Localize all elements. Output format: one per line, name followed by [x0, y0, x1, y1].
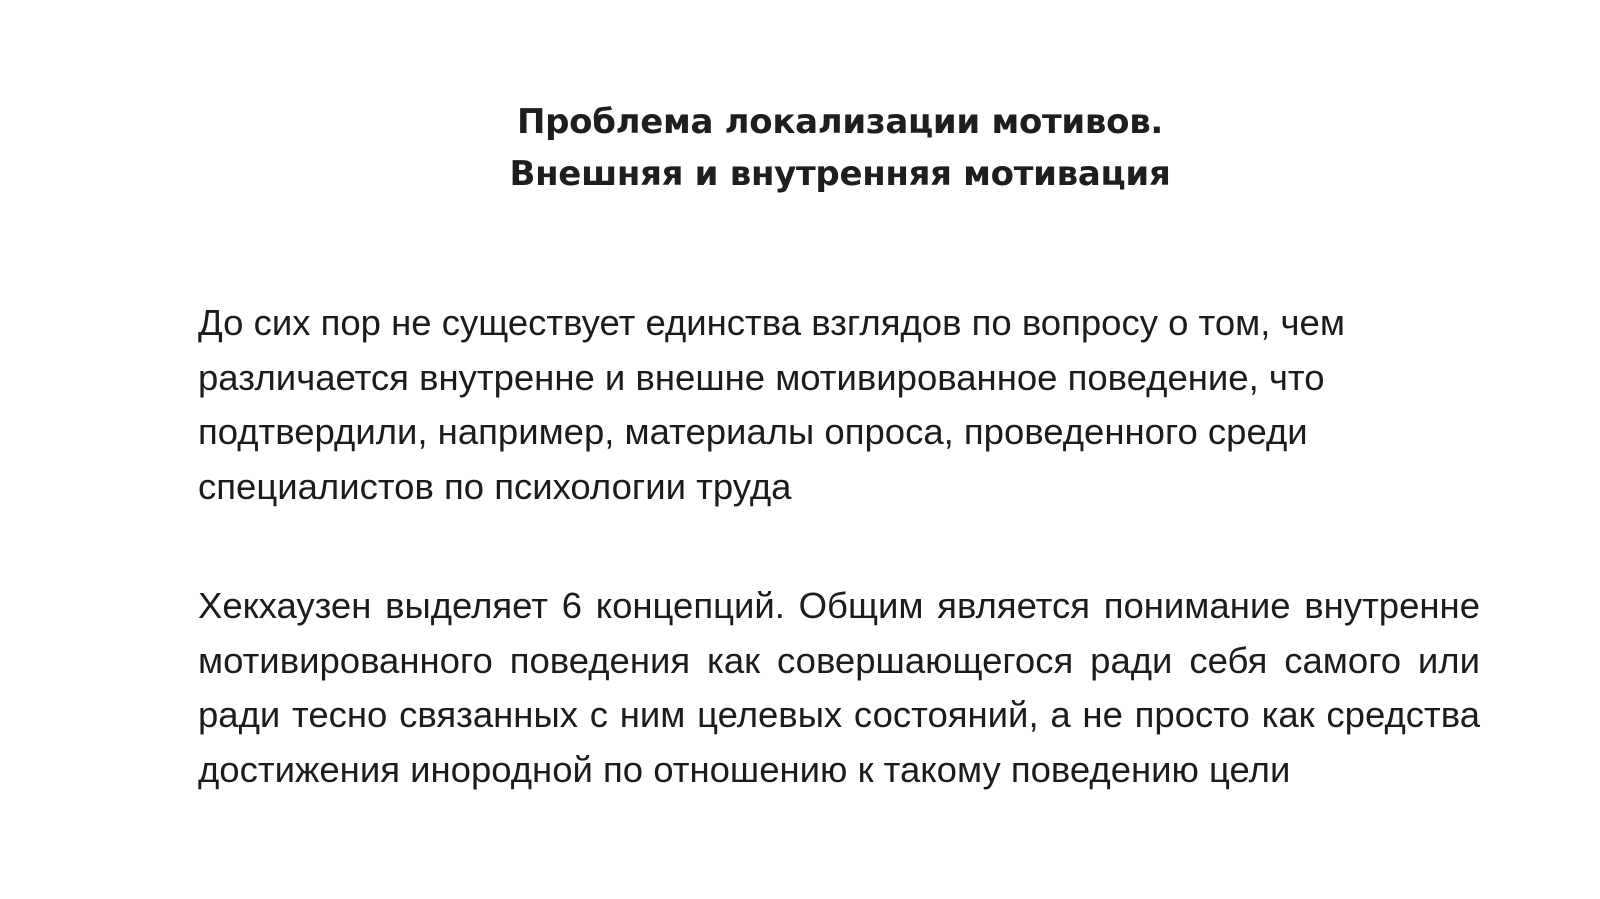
- title-line-2: Внешняя и внутренняя мотивация: [509, 154, 1171, 194]
- paragraph-2: Хекхаузен выделяет 6 концепций. Общим является понимание внутренне мотивированного поведения как совершающегося ради себя самого или ради тесно связанных с ним целевых состояний, а не просто как средства достижения инородной по отношению к такому поведению цели: [198, 585, 1480, 790]
- slide-title: [200, 96, 1480, 200]
- paragraph-1: До сих пор не существует единства взглядов по вопросу о том, чем различается внутренне и внешне мотивированное поведение, что подтвердили, например, материалы опроса, проведенного среди специалистов по психологии труда: [198, 302, 1345, 507]
- title-line-1: Проблема локализации мотивов.: [516, 102, 1164, 142]
